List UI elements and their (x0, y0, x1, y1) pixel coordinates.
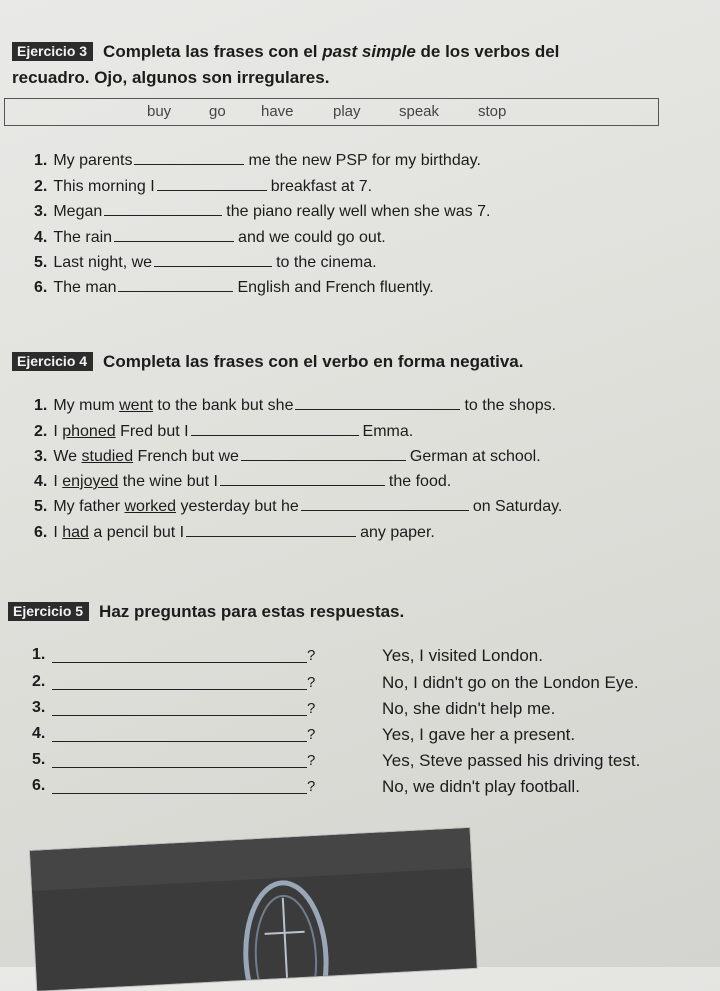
ex5-instruction: Ejercicio 5 Haz preguntas para estas respuestas. (8, 602, 404, 622)
question-blank[interactable] (52, 715, 307, 716)
question-blank[interactable] (52, 689, 307, 690)
ex3-instruction: Ejercicio 3 Completa las frases con el past simple de los verbos del (12, 42, 559, 62)
worksheet-page: Ejercicio 3 Completa las frases con el past simple de los verbos del recuadro. Ojo, algunos son irregulares. buy go have play speak stop 1. My parents me the new PSP for my birthday. 2. This morning I breakfast at 7. 3. Megan the piano really well when she was 7. 4. The rain and we could go out. 5. Last night, we to the cinema. 6. The man English and French fluently. Ejercicio 4 Completa las frases con el verbo en forma negativa. 1. My mum went to the bank but she to the shops. 2. I phoned Fred but I Emma. 3. We studied French but we German at school. 4. I enjoyed the wine but I the food. 5. My father worked yesterday but he on Saturday. 6. I had a pencil but I any paper. Ejercicio 5 Haz preguntas para estas respuestas. 1. ? Yes, I visited London. 2. ? No, I didn't go on the London Eye. 3. ? No, she didn't help me. 4. ? Yes, I gave her a present. 5. ? Yes, Steve passed his driving test. 6. ? No, we didn't play football. (0, 0, 720, 967)
answer-blank[interactable] (157, 176, 267, 191)
ex5-badge: Ejercicio 5 (8, 602, 89, 621)
ex4-item: 3. We studied French but we German at school. (34, 448, 541, 465)
word-stop: stop (478, 103, 507, 120)
answer-blank[interactable] (104, 201, 222, 216)
answer-blank[interactable] (295, 395, 460, 410)
question-blank[interactable] (52, 793, 307, 794)
ex3-item: 6. The man English and French fluently. (34, 279, 434, 296)
answer-blank[interactable] (186, 522, 356, 537)
answer-blank[interactable] (191, 421, 359, 436)
ex3-item: 4. The rain and we could go out. (34, 229, 386, 246)
ex3-item: 3. Megan the piano really well when she was 7. (34, 203, 491, 220)
word-go: go (209, 103, 226, 120)
ex3-item: 1. My parents me the new PSP for my birthday. (34, 152, 481, 169)
answer-blank[interactable] (301, 496, 469, 511)
word-buy: buy (147, 103, 172, 120)
ex4-instruction: Ejercicio 4 Completa las frases con el verbo en forma negativa. (12, 352, 523, 372)
london-eye-photo (30, 828, 477, 991)
word-have: have (261, 103, 294, 120)
ferris-wheel-icon (30, 828, 477, 991)
ex3-badge: Ejercicio 3 (12, 42, 93, 61)
question-blank[interactable] (52, 767, 307, 768)
ex4-item: 5. My father worked yesterday but he on Saturday. (34, 498, 563, 515)
answer-blank[interactable] (134, 150, 244, 165)
word-play: play (333, 103, 361, 120)
ex4-item: 4. I enjoyed the wine but I the food. (34, 473, 452, 490)
word-speak: speak (399, 103, 440, 120)
ex3-item: 5. Last night, we to the cinema. (34, 254, 377, 271)
word-box (4, 98, 659, 126)
answer-blank[interactable] (220, 471, 385, 486)
answer-blank[interactable] (154, 252, 272, 267)
answer-blank[interactable] (118, 277, 233, 292)
ex4-badge: Ejercicio 4 (12, 352, 93, 371)
answer-blank[interactable] (241, 446, 406, 461)
ex3-item: 2. This morning I breakfast at 7. (34, 178, 373, 195)
ex4-item: 1. My mum went to the bank but she to the shops. (34, 397, 557, 414)
ex4-item: 6. I had a pencil but I any paper. (34, 524, 435, 541)
ex3-instruction-line2: recuadro. Ojo, algunos son irregulares. (12, 68, 330, 87)
question-blank[interactable] (52, 741, 307, 742)
question-blank[interactable] (52, 662, 307, 663)
ex4-item: 2. I phoned Fred but I Emma. (34, 423, 414, 440)
answer-blank[interactable] (114, 227, 234, 242)
